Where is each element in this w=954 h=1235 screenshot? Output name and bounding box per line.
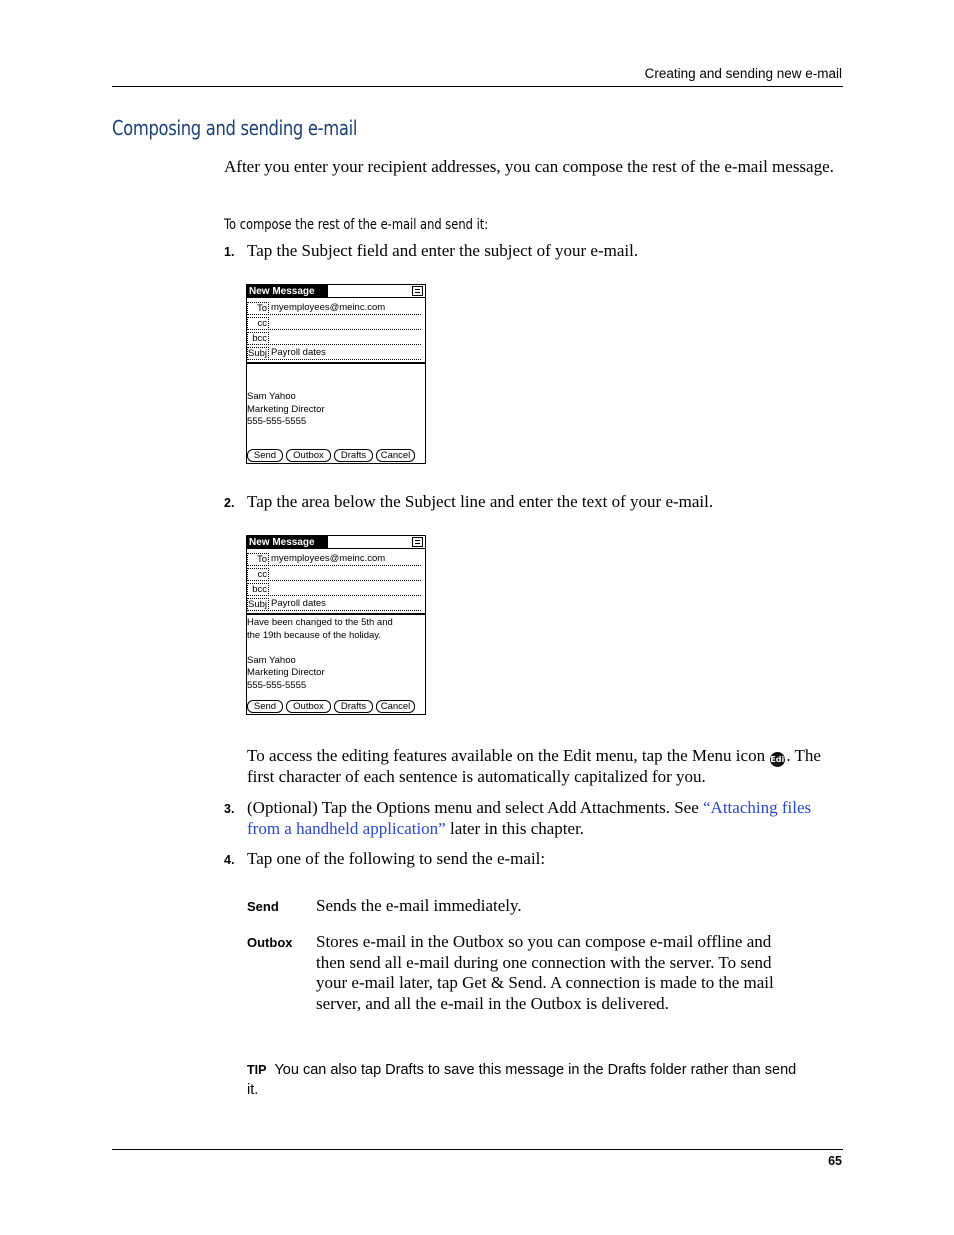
attaching-files-link[interactable]: “Attaching files from a handheld application” <box>247 798 812 838</box>
edit-menu-note <box>247 746 842 788</box>
running-header: Creating and sending new e-mail <box>644 66 842 81</box>
cc-label[interactable]: cc <box>247 317 269 330</box>
option-definition-outbox: Stores e-mail in the Outbox so you can compose e-mail offline and then send all e-mail during one connection with the server. To send your e-mail later, tap Get & Send. A connection is made to the mail server, and all the e-mail in the Outbox is delivered. <box>316 932 774 1013</box>
step-3-text <box>247 798 842 839</box>
send-button[interactable]: Send <box>247 700 283 713</box>
screen-title: New Message <box>247 536 328 549</box>
menu-icon[interactable] <box>412 286 423 296</box>
send-button[interactable]: Send <box>247 449 283 462</box>
to-field[interactable]: myemployees@meinc.com <box>270 301 421 315</box>
to-label[interactable]: To <box>247 553 269 566</box>
step-1-text: Tap the Subject field and enter the subject of your e-mail. <box>247 241 639 260</box>
intro-paragraph: After you enter your recipient addresses, you can compose the rest of the e-mail message. <box>224 157 834 176</box>
to-field[interactable]: myemployees@meinc.com <box>270 552 421 566</box>
palm-screen-2 <box>246 535 426 715</box>
bcc-row[interactable] <box>247 331 423 346</box>
subject-field[interactable]: Payroll dates <box>270 346 421 360</box>
to-row[interactable] <box>247 301 423 316</box>
header-rule <box>112 86 843 87</box>
subject-label[interactable]: Subj <box>248 599 268 610</box>
cc-row[interactable] <box>247 316 423 331</box>
subject-field[interactable]: Payroll dates <box>270 597 421 611</box>
menu-icon[interactable] <box>412 537 423 547</box>
tip-text: You can also tap Drafts to save this message in the Drafts folder rather than send it. <box>247 1062 797 1098</box>
option-definition-send: Sends the e-mail immediately. <box>316 896 522 915</box>
screen-title: New Message <box>247 285 328 298</box>
edit-note-before: To access the editing features available on the Edit menu, tap the Menu icon <box>247 746 766 765</box>
bcc-label[interactable]: bcc <box>247 332 269 345</box>
subject-label[interactable]: Subj <box>248 348 268 359</box>
button-bar <box>247 449 425 462</box>
subject-row[interactable] <box>247 346 423 361</box>
step-3-text-after: later in this chapter. <box>445 818 585 838</box>
step-4-text: Tap one of the following to send the e-mail: <box>247 849 546 868</box>
drafts-button[interactable]: Drafts <box>334 700 373 713</box>
bcc-field[interactable] <box>270 582 421 596</box>
tip-label: TIP <box>247 1063 267 1077</box>
cc-field[interactable] <box>270 316 421 330</box>
palm-screen-1 <box>246 284 426 464</box>
message-body[interactable]: Sam Yahoo Marketing Director 555-555-5555 <box>247 391 325 427</box>
outbox-button[interactable]: Outbox <box>286 449 331 462</box>
step-1-number: 1. <box>224 245 235 259</box>
option-term-send: Send <box>247 899 279 914</box>
bcc-field[interactable] <box>270 331 421 345</box>
bcc-label[interactable]: bcc <box>247 583 269 596</box>
edit-note-after: . The first character of each sentence is automatically capitalized for you. <box>247 746 821 786</box>
menu-icon: Edit <box>770 752 785 767</box>
step-4-number: 4. <box>224 853 235 867</box>
drafts-button[interactable]: Drafts <box>334 449 373 462</box>
footer-rule <box>112 1149 843 1150</box>
to-label[interactable]: To <box>247 302 269 315</box>
step-3-text-before: (Optional) Tap the Options menu and select Add Attachments. See <box>247 798 703 817</box>
header-divider <box>247 613 425 615</box>
outbox-button[interactable]: Outbox <box>286 700 331 713</box>
subject-row[interactable] <box>247 597 423 612</box>
step-2-number: 2. <box>224 496 235 510</box>
bcc-row[interactable] <box>247 582 423 597</box>
cc-field[interactable] <box>270 567 421 581</box>
header-divider <box>247 362 425 364</box>
section-title: Composing and sending e-mail <box>112 116 358 140</box>
page-number: 65 <box>828 1154 842 1168</box>
to-row[interactable] <box>247 552 423 567</box>
cc-label[interactable]: cc <box>247 568 269 581</box>
procedure-heading: To compose the rest of the e-mail and send it: <box>224 217 489 233</box>
button-bar <box>247 700 425 713</box>
cc-row[interactable] <box>247 567 423 582</box>
title-underline <box>247 548 425 549</box>
cancel-button[interactable]: Cancel <box>376 449 415 462</box>
cancel-button[interactable]: Cancel <box>376 700 415 713</box>
step-3-number: 3. <box>224 802 235 816</box>
tip-note <box>247 1061 807 1100</box>
message-body[interactable]: Have been changed to the 5th and the 19th because of the holiday. Sam Yahoo Marketing Director 555-555-5555 <box>247 617 393 691</box>
step-2-text: Tap the area below the Subject line and enter the text of your e-mail. <box>247 492 714 511</box>
option-term-outbox: Outbox <box>247 935 293 950</box>
title-underline <box>247 297 425 298</box>
